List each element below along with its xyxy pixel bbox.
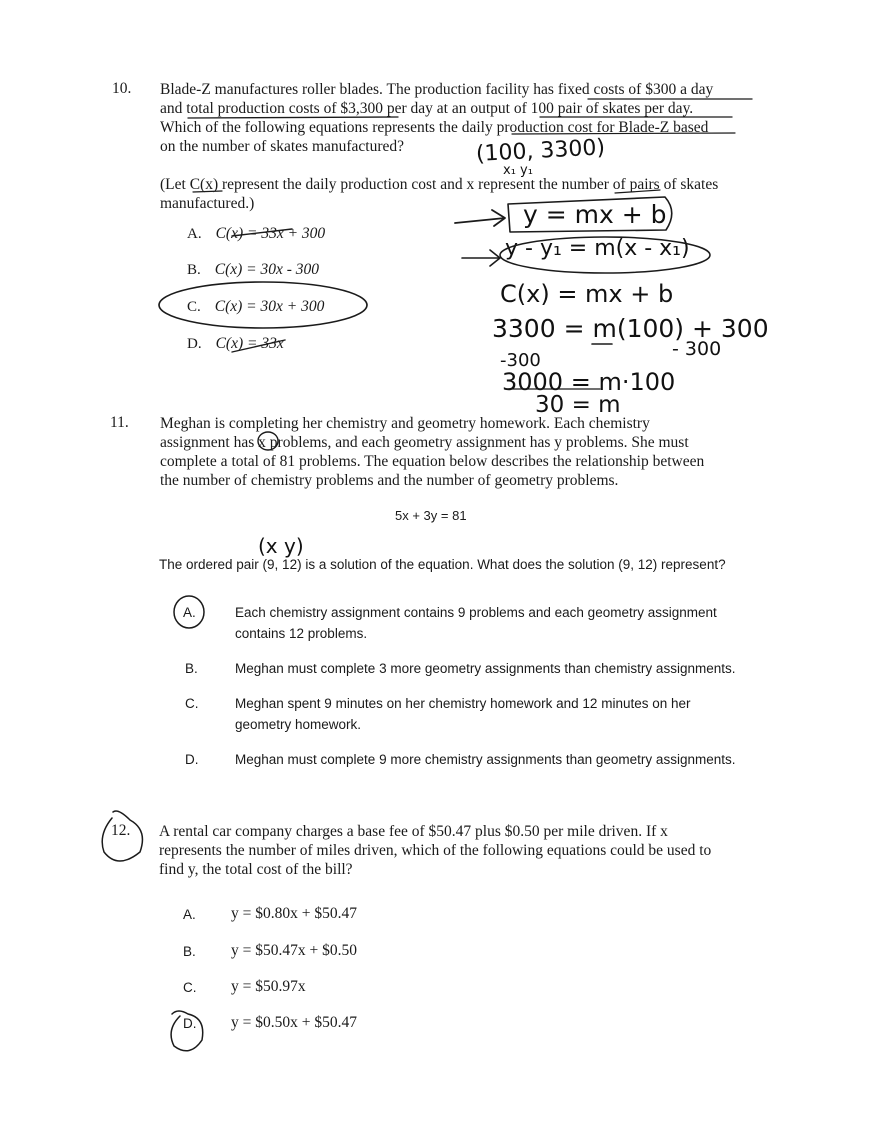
q11-question: The ordered pair (9, 12) is a solution of the equation. What does the solution (9, 12) represent? [159, 557, 726, 572]
q10-option-a[interactable] [187, 225, 325, 243]
q12-option-c[interactable] [183, 978, 306, 997]
q12-option-a[interactable] [183, 905, 357, 924]
question-10-let-note [160, 175, 800, 213]
option-line: geometry homework. [235, 717, 362, 732]
question-10-number: 10. [112, 80, 132, 97]
question-12-stem [159, 822, 799, 879]
q10-stem-line: Which of the following equations represents the daily production cost for Blade-Z based [160, 119, 709, 136]
q11-stem-line: the number of chemistry problems and the number of geometry problems. [160, 472, 619, 489]
q10-option-d[interactable] [187, 335, 284, 353]
option-text: C(x) = 33x + 300 [215, 225, 326, 242]
option-text [235, 749, 795, 770]
arrow-to-point-slope [462, 250, 500, 266]
hw-line2b: - 300 [672, 338, 722, 360]
q12-option-d[interactable] [183, 1014, 357, 1033]
option-line: Each chemistry assignment contains 9 problems and each geometry assignment [235, 605, 717, 620]
hw-slope-form: y = mx + b [523, 200, 667, 229]
q10-option-c[interactable] [187, 298, 324, 316]
q10-stem-line: and total production costs of $3,300 per day at an output of 100 pair of skates per day. [160, 100, 694, 117]
option-text [235, 602, 795, 644]
q12-option-b[interactable] [183, 942, 357, 961]
q10-stem-line: on the number of skates manufactured? [160, 138, 405, 155]
hw-cx-form: C(x) = mx + b [500, 280, 674, 308]
q11-equation: 5x + 3y = 81 [395, 508, 467, 523]
hw-point-slope: y - y₁ = m(x - x₁) [505, 236, 690, 261]
q10-option-b[interactable] [187, 261, 319, 279]
question-12-number: 12. [111, 822, 131, 839]
option-letter: B. [185, 661, 198, 676]
q12-stem-line: find y, the total cost of the bill? [159, 861, 353, 878]
option-letter: C. [187, 299, 201, 315]
option-text: C(x) = 30x - 300 [214, 261, 320, 278]
q11-stem-line: Meghan is completing her chemistry and geometry homework. Each chemistry [160, 415, 650, 432]
option-text [235, 658, 795, 679]
option-text: y = $50.97x [231, 978, 306, 995]
hw-line1: 3300 = m(100) + 300 [492, 314, 769, 343]
option-letter: C. [183, 980, 197, 995]
option-letter: A. [183, 907, 196, 922]
q10-let-line: (Let C(x) represent the daily production cost and x represent the number of pairs of skates [160, 176, 719, 193]
q10-stem-line: Blade-Z manufactures roller blades. The production facility has fixed costs of $300 a day [160, 81, 714, 98]
option-text: C(x) = 33x [215, 335, 284, 352]
hw-line4: 30 = m [535, 392, 621, 418]
hw-line2a: -300 [500, 350, 541, 371]
q12-stem-line: represents the number of miles driven, which of the following equations could be used to [159, 842, 712, 859]
option-letter: A. [183, 605, 196, 620]
option-text: y = $0.80x + $50.47 [231, 905, 357, 922]
hw-point: (100, 3300) [475, 135, 606, 167]
option-text: y = $50.47x + $0.50 [231, 942, 357, 959]
hw-point-sub: x₁ y₁ [503, 163, 533, 178]
option-letter: D. [185, 752, 199, 767]
hw-line3: 3000 = m·100 [502, 368, 676, 396]
option-letter: B. [187, 262, 201, 278]
q11-stem-line: assignment has x problems, and each geometry assignment has y problems. She must [160, 434, 689, 451]
option-text [235, 693, 795, 735]
q12-stem-line: A rental car company charges a base fee of $50.47 plus $0.50 per mile driven. If x [159, 823, 668, 840]
question-11-number: 11. [110, 414, 129, 431]
option-letter: B. [183, 944, 196, 959]
q10-let-line: manufactured.) [160, 195, 255, 212]
option-line: Meghan must complete 9 more chemistry assignments than geometry assignments. [235, 752, 736, 767]
option-text: C(x) = 30x + 300 [214, 298, 325, 315]
q11-stem-line: complete a total of 81 problems. The equation below describes the relationship between [160, 453, 705, 470]
option-letter: D. [187, 336, 202, 352]
option-line: contains 12 problems. [235, 626, 368, 641]
question-11-stem [160, 414, 800, 490]
hw-xy: (x y) [258, 534, 304, 558]
option-letter: C. [185, 696, 199, 711]
option-line: Meghan must complete 3 more geometry assignments than chemistry assignments. [235, 661, 736, 676]
option-letter: A. [187, 226, 202, 242]
option-text: y = $0.50x + $50.47 [231, 1014, 357, 1031]
option-line: Meghan spent 9 minutes on her chemistry homework and 12 minutes on her [235, 696, 691, 711]
option-letter: D. [183, 1016, 197, 1031]
